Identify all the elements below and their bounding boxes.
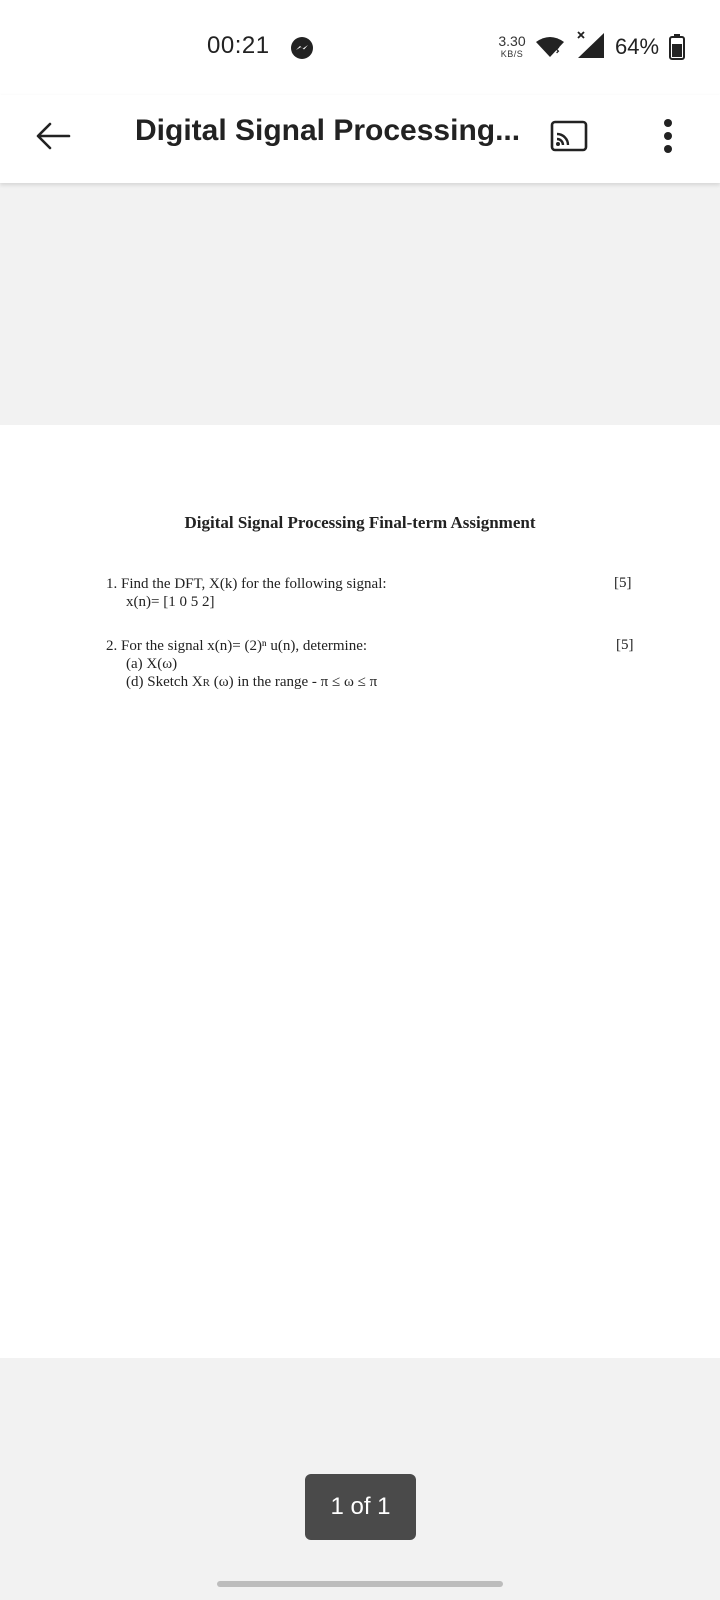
messenger-icon xyxy=(290,36,314,60)
question-2-line-1: 2. For the signal x(n)= (2)ⁿ u(n), determine: xyxy=(106,638,368,654)
document-heading: Digital Signal Processing Final-term Assignment xyxy=(184,513,536,532)
more-vertical-icon xyxy=(663,118,673,154)
page-indicator: 1 of 1 xyxy=(305,1474,416,1540)
more-options-button[interactable] xyxy=(648,113,688,159)
battery-icon xyxy=(669,34,685,60)
question-2-line-2: (a) X(ω) xyxy=(126,656,178,672)
network-speed-value: 3.30 xyxy=(498,33,526,49)
app-bar xyxy=(0,95,720,183)
arrow-left-icon xyxy=(35,121,71,151)
question-1 xyxy=(106,575,387,611)
question-2-marks: [5] xyxy=(616,637,634,653)
question-2-subscript: R xyxy=(202,677,210,689)
battery-percent: 64% xyxy=(615,34,660,59)
question-1-line-1: 1. Find the DFT, X(k) for the following signal: xyxy=(106,576,387,592)
document-title: Digital Signal Processing... xyxy=(135,114,521,147)
question-2-line-3b: (ω) in the range - π ≤ ω ≤ π xyxy=(210,674,378,690)
cell-signal-icon xyxy=(576,31,606,59)
cast-icon xyxy=(550,120,588,152)
network-speed xyxy=(494,34,530,59)
home-indicator[interactable] xyxy=(217,1581,503,1587)
question-2-line-3 xyxy=(106,673,377,692)
question-1-line-2: x(n)= [1 0 5 2] xyxy=(126,594,215,610)
document-page xyxy=(0,425,720,1358)
question-2-line-3a: (d) Sketch X xyxy=(126,674,203,690)
question-1-marks: [5] xyxy=(614,575,632,591)
wifi-icon xyxy=(535,36,565,58)
back-button[interactable] xyxy=(30,113,76,159)
network-speed-unit: KB/S xyxy=(500,49,524,59)
cast-button[interactable] xyxy=(546,113,592,159)
status-bar xyxy=(0,0,720,95)
question-2 xyxy=(106,637,377,692)
clock: 00:21 xyxy=(207,32,270,59)
